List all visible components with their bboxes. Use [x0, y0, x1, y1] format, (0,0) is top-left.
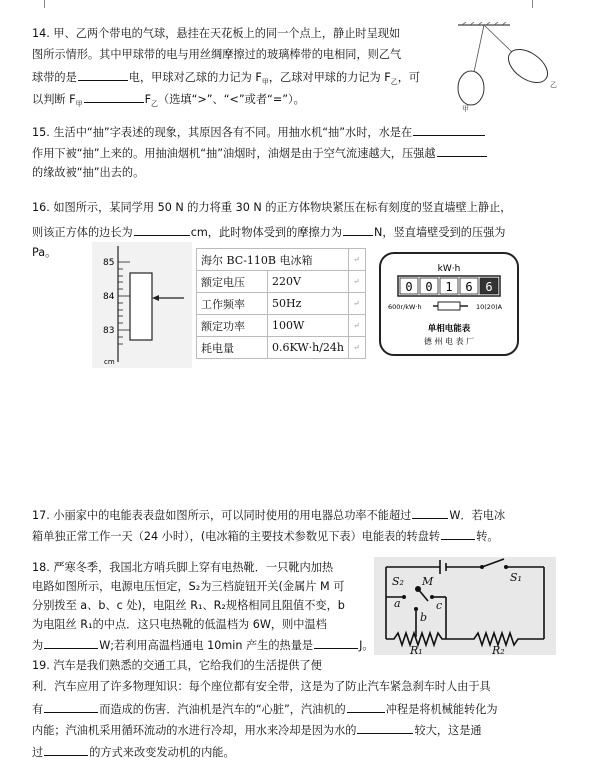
label-yi: 乙 [550, 81, 557, 89]
q18-line5: 为 W;若利用高温档通电 10min 产生的热量是 J。 [32, 639, 374, 652]
meter-digit: 0 [425, 280, 433, 294]
ruler-label-83: 83 [103, 326, 115, 336]
q15-line1: 15. 生活中“抽”字表述的现象，其原因各有不同。用抽水机“抽”水时，水是在 [32, 124, 486, 140]
meter-digit: 0 [405, 280, 413, 294]
q18-blank-mid[interactable] [44, 637, 98, 649]
q18-line4: 为电阻丝 R₁的中点．这只电热靴的低温档为 6W，则中温档 [32, 618, 327, 631]
q15-blank-2[interactable] [437, 145, 487, 157]
energy-meter-figure [378, 251, 520, 357]
q15-blank-1[interactable] [413, 124, 485, 136]
q18-blank-heat[interactable] [314, 637, 358, 649]
q14-line4: 以判断 $F_甲$ $F_乙$（选填“>”、“<”或者“=”）。 [32, 93, 305, 109]
table-row: 耗电量 0.6KW·h/24h ↵ [197, 337, 366, 359]
ruler-label-84: 84 [103, 292, 115, 302]
q14-line3: 球带的是 电，甲球对乙球的力记为 $F_甲$，乙球对甲球的力记为 $F_乙$，可 [32, 71, 421, 87]
q14-line1: 14. 甲、乙两个带电的气球，悬挂在天花板上的同一个点上，静止时呈现如 [32, 27, 401, 40]
q16-blank-friction[interactable] [343, 224, 373, 236]
q14-blank-compare[interactable] [84, 91, 144, 103]
q16-line1: 16. 如图所示，某同学用 50 N 的力将重 30 N 的正方体物块紧压在标有刻度的竖直墙壁上静止， [32, 201, 512, 214]
ruler-label-85: 85 [103, 258, 115, 268]
label-r1: R₁ [410, 644, 423, 655]
label-r2: R₂ [492, 644, 505, 655]
q18-line3: 分别拨至 a、b、c 处)，电阻丝 R₁、R₂规格相同且阻值不变，b [32, 599, 345, 612]
q19-line3: 有 而造成的伤害．汽油机是汽车的“心脏”，汽油机的 冲程是将机械能转化为 [32, 703, 498, 716]
q17-line1: 17. 小丽家中的电能表表盘如图所示，可以同时使用的用电器总功率不能超过 W．若电冰 [32, 509, 506, 522]
meter-maker: 德 州 电 表 厂 [423, 337, 475, 346]
spec-key: 工作频率 [197, 293, 268, 315]
margin-mark-left [44, 0, 45, 8]
label-s2: S₂ [392, 575, 404, 588]
q14-blank-charge[interactable] [78, 69, 128, 81]
q19-line2: 利．汽车应用了许多物理知识：每个座位都有安全带，这是为了防止汽车紧急刹车时人由于具 [32, 680, 491, 693]
label-s1: S₁ [510, 571, 522, 584]
q17-blank-power[interactable] [412, 507, 448, 519]
q18-line1: 18. 严寒冬季，我国北方哨兵脚上穿有电热靴．一只靴内加热 [32, 561, 334, 574]
meter-digit: 1 [445, 280, 453, 294]
q15-line3: 的缘故被“抽”出去的。 [32, 166, 145, 179]
spec-value: 50Hz [268, 293, 349, 315]
label-jia: 甲 [462, 105, 469, 112]
spec-value: 0.6KW·h/24h [268, 337, 349, 359]
q19-blank-inertia[interactable] [44, 701, 98, 713]
q14-line2: 图所示情形。其中甲球带的电与用丝绸摩擦过的玻璃棒带的电相同，则乙气 [32, 48, 402, 61]
q19-blank-stroke[interactable] [347, 701, 385, 713]
spec-title: 海尔 BC-110B 电冰箱 [197, 249, 349, 271]
q17-line2: 箱单独正常工作一天（24 小时），(电冰箱的主要技术参数见下表）电能表的转盘转 转。 [32, 530, 499, 543]
cube-block [130, 273, 152, 340]
table-row: 额定功率 100W ↵ [197, 315, 366, 337]
q19-line1: 19. 汽车是我们熟悉的交通工具，它给我们的生活提供了便 [32, 659, 322, 672]
spec-key: 额定电压 [197, 271, 268, 293]
label-a: a [394, 597, 401, 610]
label-c: c [436, 599, 443, 612]
q16-line3: Pa。 [32, 246, 57, 259]
spec-value: 220V [268, 271, 349, 293]
table-row: 额定电压 220V ↵ [197, 271, 366, 293]
q19-blank-heat-capacity[interactable] [357, 722, 413, 734]
meter-digit-decimal: 6 [485, 280, 493, 294]
balloons-figure [450, 22, 562, 112]
meter-digit: 6 [465, 280, 473, 294]
table-row: 海尔 BC-110B 电冰箱 ↵ [197, 249, 366, 271]
spec-key: 额定功率 [197, 315, 268, 337]
table-row: 工作频率 50Hz ↵ [197, 293, 366, 315]
q19-line4: 内能；汽油机采用循环流动的水进行冷却，用水来冷却是因为水的 较大，这是通 [32, 724, 482, 737]
spec-key: 耗电量 [197, 337, 268, 359]
q19-line5: 过 的方式来改变发动机的内能。 [32, 746, 235, 759]
margin-mark-right [532, 0, 533, 8]
meter-rev-spec: 600r/kW·h [388, 303, 422, 311]
q15-line2: 作用下被“抽”上来的。用抽油烟机“抽”油烟时，油烟是由于空气流速越大，压强越 [32, 145, 488, 161]
meter-unit: kW·h [437, 264, 461, 274]
fridge-spec-table [196, 248, 366, 359]
label-m: M [422, 575, 434, 588]
label-b: b [420, 611, 428, 624]
meter-name: 单相电能表 [427, 324, 471, 334]
q17-blank-revs[interactable] [441, 528, 475, 540]
ruler-label-cm: cm [104, 358, 115, 366]
spec-value: 100W [268, 315, 349, 337]
meter-current-spec: 10(20)A [476, 303, 503, 311]
ruler-block-figure [92, 242, 192, 368]
q18-line2: 电路如图所示，电源电压恒定，S₂为三档旋钮开关(金属片 M 可 [32, 580, 345, 593]
circuit-figure [374, 557, 556, 655]
q19-blank-method[interactable] [44, 744, 88, 756]
q16-blank-edge[interactable] [134, 224, 190, 236]
q16-line2: 则该正方体的边长为 cm，此时物体受到的摩擦力为 N，竖直墙壁受到的压强为 [32, 226, 506, 239]
